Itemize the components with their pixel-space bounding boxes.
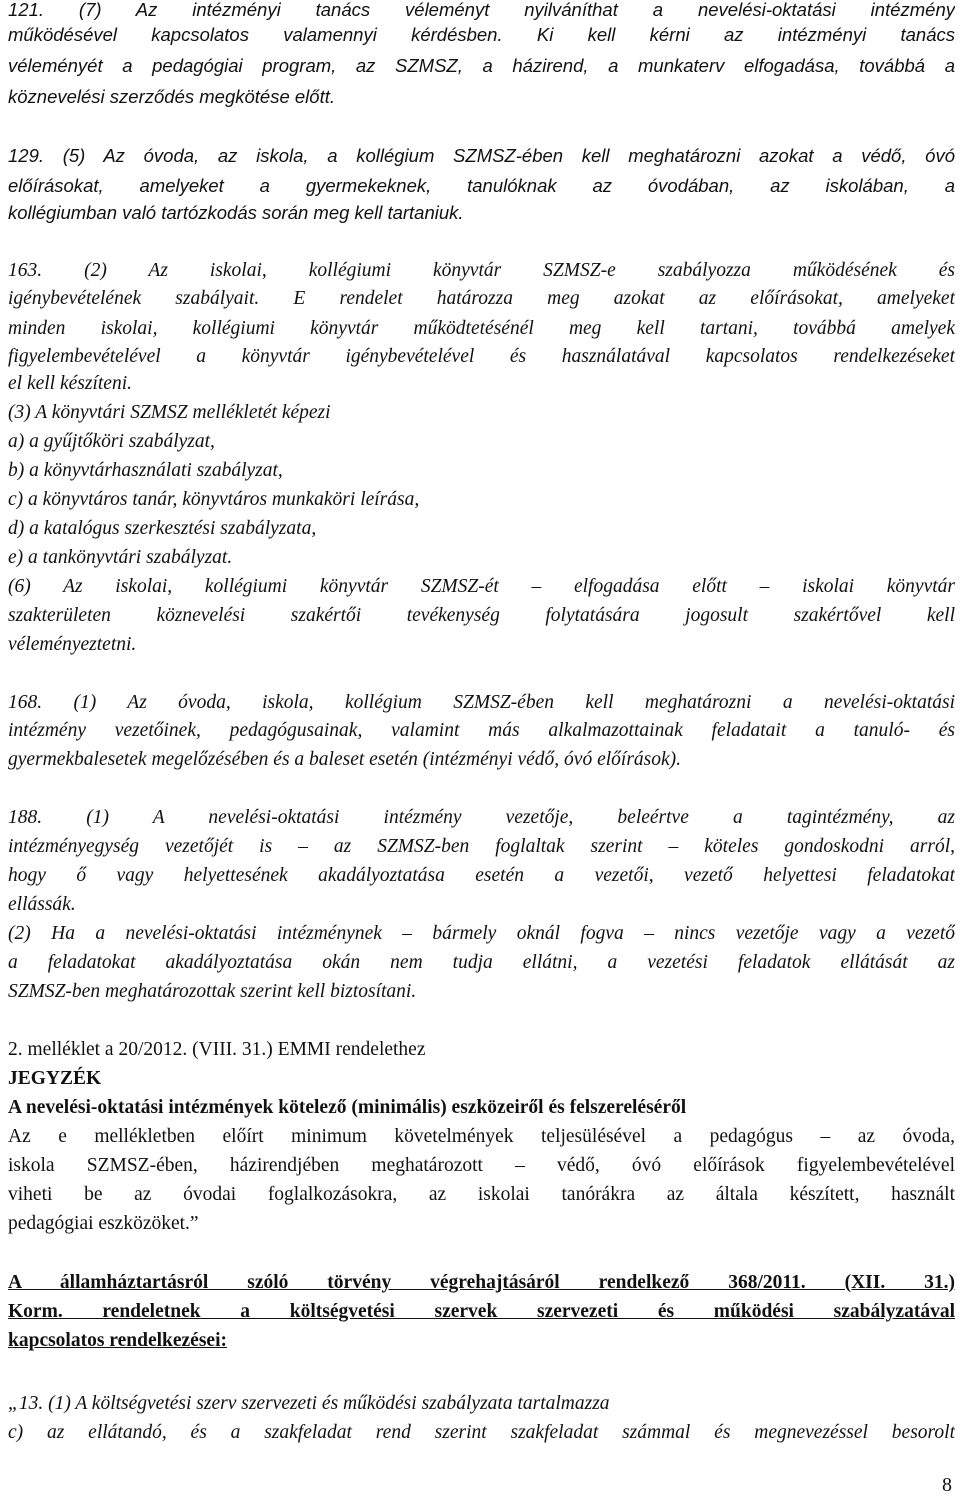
paragraph-163-line-1: 163. (2) Az iskolai, kollégiumi könyvtár SZMSZ-e szabályozza működésének és <box>8 260 955 281</box>
paragraph-129-line-1: 129. (5) Az óvoda, az iskola, a kollégium SZMSZ-ében kell meghatározni azokat a védő, óvó <box>8 145 955 166</box>
paragraph-188-line-4: ellássák. <box>8 894 76 915</box>
paragraph-121-line-1: 121. (7) Az intézményi tanács véleményt nyilváníthat a nevelési-oktatási intézmény <box>8 0 955 20</box>
paragraph-188-line-1: 188. (1) A nevelési-oktatási intézmény vezetője, beleértve a tagintézmény, az <box>8 807 955 828</box>
decree-heading-line-1: A államháztartásról szóló törvény végrehajtásáról rendelkező 368/2011. (XII. 31.) <box>8 1272 955 1293</box>
annex-text-line-4: pedagógiai eszközöket.” <box>8 1213 199 1234</box>
list-item-d: d) a katalógus szerkesztési szabályzata, <box>8 518 317 539</box>
paragraph-129-line-2: előírásokat, amelyeket a gyermekeknek, tanulóknak az óvodában, az iskolában, a <box>8 175 955 196</box>
list-item-a: a) a gyűjtőköri szabályzat, <box>8 431 215 452</box>
paragraph-13-line-2: c) az ellátandó, és a szakfeladat rend szerint szakfeladat számmal és megnevezéssel besorolt <box>8 1422 955 1443</box>
list-item-c: c) a könyvtáros tanár, könyvtáros munkaköri leírása, <box>8 489 420 510</box>
annex-text-line-2: iskola SZMSZ-ében, házirendjében meghatározott – védő, óvó előírások figyelembevételével <box>8 1155 955 1176</box>
paragraph-13-line-1: „13. (1) A költségvetési szerv szervezeti és működési szabályzata tartalmazza <box>8 1393 610 1414</box>
paragraph-163-line-5: el kell készíteni. <box>8 373 132 394</box>
paragraph-168-line-1: 168. (1) Az óvoda, iskola, kollégium SZMSZ-ében kell meghatározni a nevelési-oktatási <box>8 692 955 713</box>
annex-subheading: A nevelési-oktatási intézmények kötelező (minimális) eszközeiről és felszereléséről <box>8 1097 687 1118</box>
annex-heading: JEGYZÉK <box>8 1068 102 1089</box>
paragraph-163-line-14: véleményeztetni. <box>8 634 137 655</box>
paragraph-188-line-3: hogy ő vagy helyettesének akadályoztatása esetén a vezetői, vezető helyettesi feladatokat <box>8 865 955 886</box>
paragraph-163-line-3: minden iskolai, kollégiumi könyvtár működtetésénél meg kell tartani, továbbá amelyek <box>8 318 955 339</box>
paragraph-163-line-2: igénybevételének szabályait. E rendelet határozza meg azokat az előírásokat, amelyeket <box>8 288 955 309</box>
paragraph-163-line-6: (3) A könyvtári SZMSZ mellékletét képezi <box>8 402 331 423</box>
paragraph-168-line-3: gyermekbalesetek megelőzésében és a baleset esetén (intézményi védő, óvó előírások). <box>8 749 682 770</box>
paragraph-168-line-2: intézmény vezetőinek, pedagógusainak, valamint más alkalmazottainak feladatait a tanuló- és <box>8 720 955 741</box>
list-item-b: b) a könyvtárhasználati szabályzat, <box>8 460 283 481</box>
annex-text-line-3: viheti be az óvodai foglalkozásokra, az iskolai tanórákra az általa készített, használt <box>8 1184 955 1205</box>
decree-heading-line-3: kapcsolatos rendelkezései: <box>8 1330 227 1351</box>
paragraph-188-line-5: (2) Ha a nevelési-oktatási intézménynek – bármely oknál fogva – nincs vezetője vagy a vezető <box>8 923 955 944</box>
decree-heading-line-2: Korm. rendeletnek a költségvetési szervek szervezeti és működési szabályzatával <box>8 1301 955 1322</box>
page-number: 8 <box>942 1474 952 1496</box>
paragraph-188-line-6: a feladatokat akadályoztatása okán nem tudja ellátni, a vezetési feladatok ellátását az <box>8 952 955 973</box>
paragraph-121-line-2: működésével kapcsolatos valamennyi kérdésben. Ki kell kérni az intézményi tanács <box>8 24 955 45</box>
paragraph-121-line-3: véleményét a pedagógiai program, az SZMSZ, a házirend, a munkaterv elfogadása, továbbá a <box>8 55 955 76</box>
annex-reference: 2. melléklet a 20/2012. (VIII. 31.) EMMI rendelethez <box>8 1039 426 1060</box>
annex-text-line-1: Az e mellékletben előírt minimum követelmények teljesülésével a pedagógus – az óvoda, <box>8 1126 955 1147</box>
paragraph-163-line-12: (6) Az iskolai, kollégiumi könyvtár SZMSZ-ét – elfogadása előtt – iskolai könyvtár <box>8 576 955 597</box>
paragraph-163-line-4: figyelembevételével a könyvtár igénybevételével és használatával kapcsolatos rendelkezéseket <box>8 346 955 367</box>
paragraph-163-line-13: szakterületen köznevelési szakértői tevékenység folytatására jogosult szakértővel kell <box>8 605 955 626</box>
list-item-e: e) a tankönyvtári szabályzat. <box>8 547 233 568</box>
paragraph-188-line-7: SZMSZ-ben meghatározottak szerint kell biztosítani. <box>8 981 417 1002</box>
paragraph-129-line-3: kollégiumban való tartózkodás során meg kell tartaniuk. <box>8 202 464 223</box>
paragraph-121-line-4: köznevelési szerződés megkötése előtt. <box>8 86 336 107</box>
paragraph-188-line-2: intézményegység vezetőjét is – az SZMSZ-ben foglaltak szerint – köteles gondoskodni arról, <box>8 836 955 857</box>
